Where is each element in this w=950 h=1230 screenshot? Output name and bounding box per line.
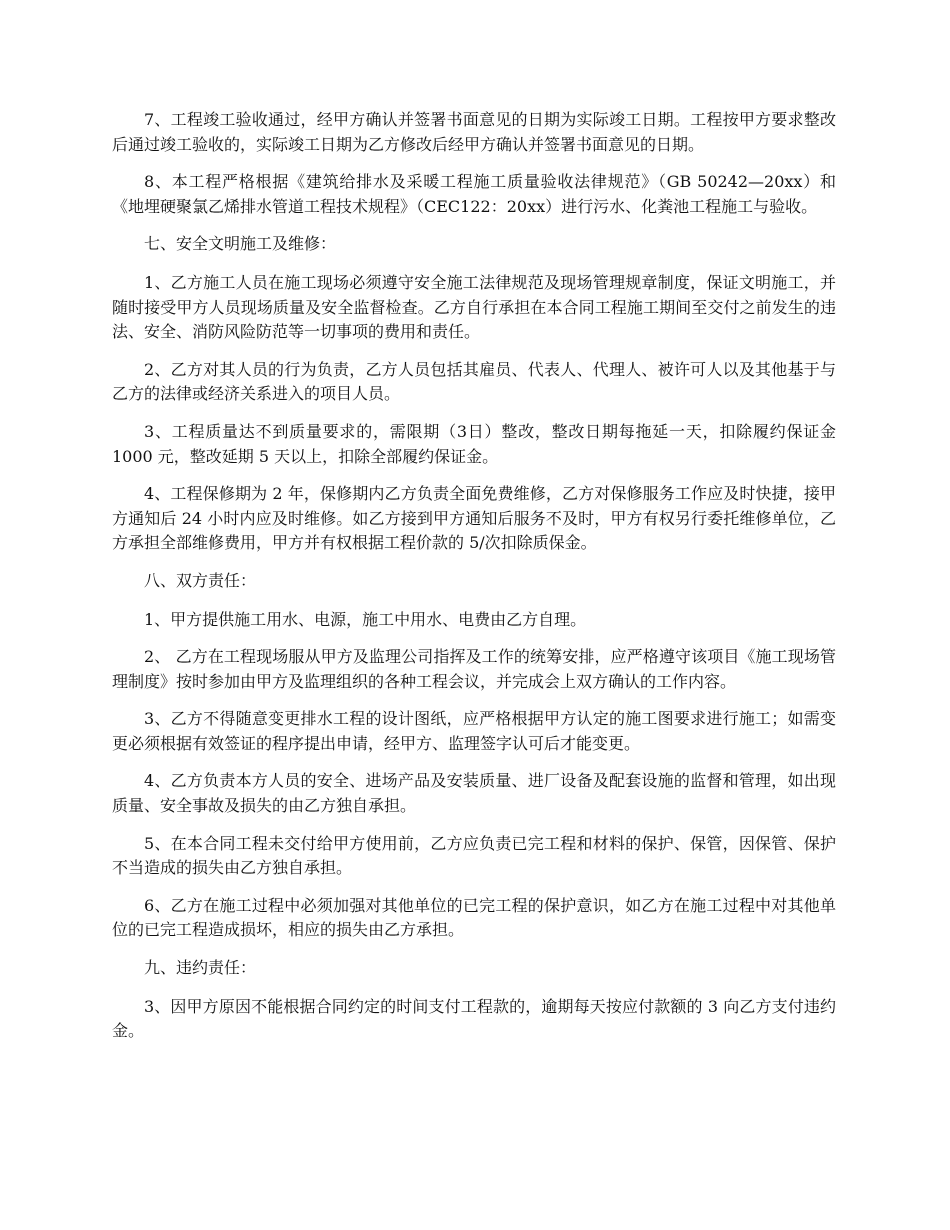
paragraph-acceptance-standards: 8、本工程严格根据《建筑给排水及采暖工程施工质量验收法律规范》（GB 50242—20xx）和《地埋硬聚氯乙烯排水管道工程技术规程》（CEC122：20xx）进行污水、化粪池工程施工与验收。: [112, 172, 836, 216]
document-body: [112, 108, 836, 1057]
section-heading-breach: 九、违约责任：: [144, 958, 257, 978]
paragraph-warranty: 4、工程保修期为 2 年，保修期内乙方负责全面免费维修，乙方对保修服务工作应及时快捷，接甲方通知后 24 小时内应及时维修。如乙方接到甲方通知后服务不及时，甲方有权另行委托维修单位，乙方承担全部维修费用，甲方并有权根据工程价款的 5/次扣除质保金。: [112, 484, 836, 553]
section-heading-responsibilities: 八、双方责任：: [144, 570, 257, 590]
paragraph-water-power: 1、甲方提供施工用水、电源，施工中用水、电费由乙方自理。: [144, 609, 587, 629]
paragraph-site-coordination: 2、 乙方在工程现场服从甲方及监理公司指挥及工作的统筹安排，应严格遵守该项目《施工现场管理制度》按时参加由甲方及监理组织的各种工程会议，并完成会上双方确认的工作内容。: [112, 647, 836, 691]
paragraph-quality-rectification: 3、工程质量达不到质量要求的，需限期（3日）整改，整改日期每拖延一天，扣除履约保证金 1000 元，整改延期 5 天以上，扣除全部履约保证金。: [112, 421, 836, 466]
paragraph-design-changes: 3、乙方不得随意变更排水工程的设计图纸，应严格根据甲方认定的施工图要求进行施工；如需变更必须根据有效签证的程序提出申请，经甲方、监理签字认可后才能变更。: [112, 709, 836, 753]
paragraph-safety-rules: 1、乙方施工人员在施工现场必须遵守安全施工法律规范及现场管理规章制度，保证文明施工，并随时接受甲方人员现场质量及安全监督检查。乙方自行承担在本合同工程施工期间至交付之前发生的违法、安全、消防风险防范等一切事项的费用和责任。: [112, 272, 836, 342]
section-heading-safety: 七、安全文明施工及维修：: [144, 234, 337, 254]
paragraph-personnel-responsibility: 2、乙方对其人员的行为负责，乙方人员包括其雇员、代表人、代理人、被许可人以及其他基于与乙方的法律或经济关系进入的项目人员。: [112, 359, 836, 404]
paragraph-protection: 5、在本合同工程未交付给甲方使用前，乙方应负责已完工程和材料的保护、保管，因保管、保护不当造成的损失由乙方独自承担。: [112, 833, 836, 878]
paragraph-other-works: 6、乙方在施工过程中必须加强对其他单位的已完工程的保护意识，如乙方在施工过程中对其他单位的已完工程造成损坏，相应的损失由乙方承担。: [112, 895, 836, 940]
paragraph-late-payment: 3、因甲方原因不能根据合同约定的时间支付工程款的，逾期每天按应付款额的 3 向乙方支付违约金。: [112, 996, 836, 1041]
paragraph-supervision: 4、乙方负责本方人员的安全、进场产品及安装质量、进厂设备及配套设施的监督和管理，如出现质量、安全事故及损失的由乙方独自承担。: [112, 771, 836, 816]
paragraph-completion-date: 7、工程竣工验收通过，经甲方确认并签署书面意见的日期为实际竣工日期。工程按甲方要求整改后通过竣工验收的，实际竣工日期为乙方修改后经甲方确认并签署书面意见的日期。: [112, 110, 836, 154]
